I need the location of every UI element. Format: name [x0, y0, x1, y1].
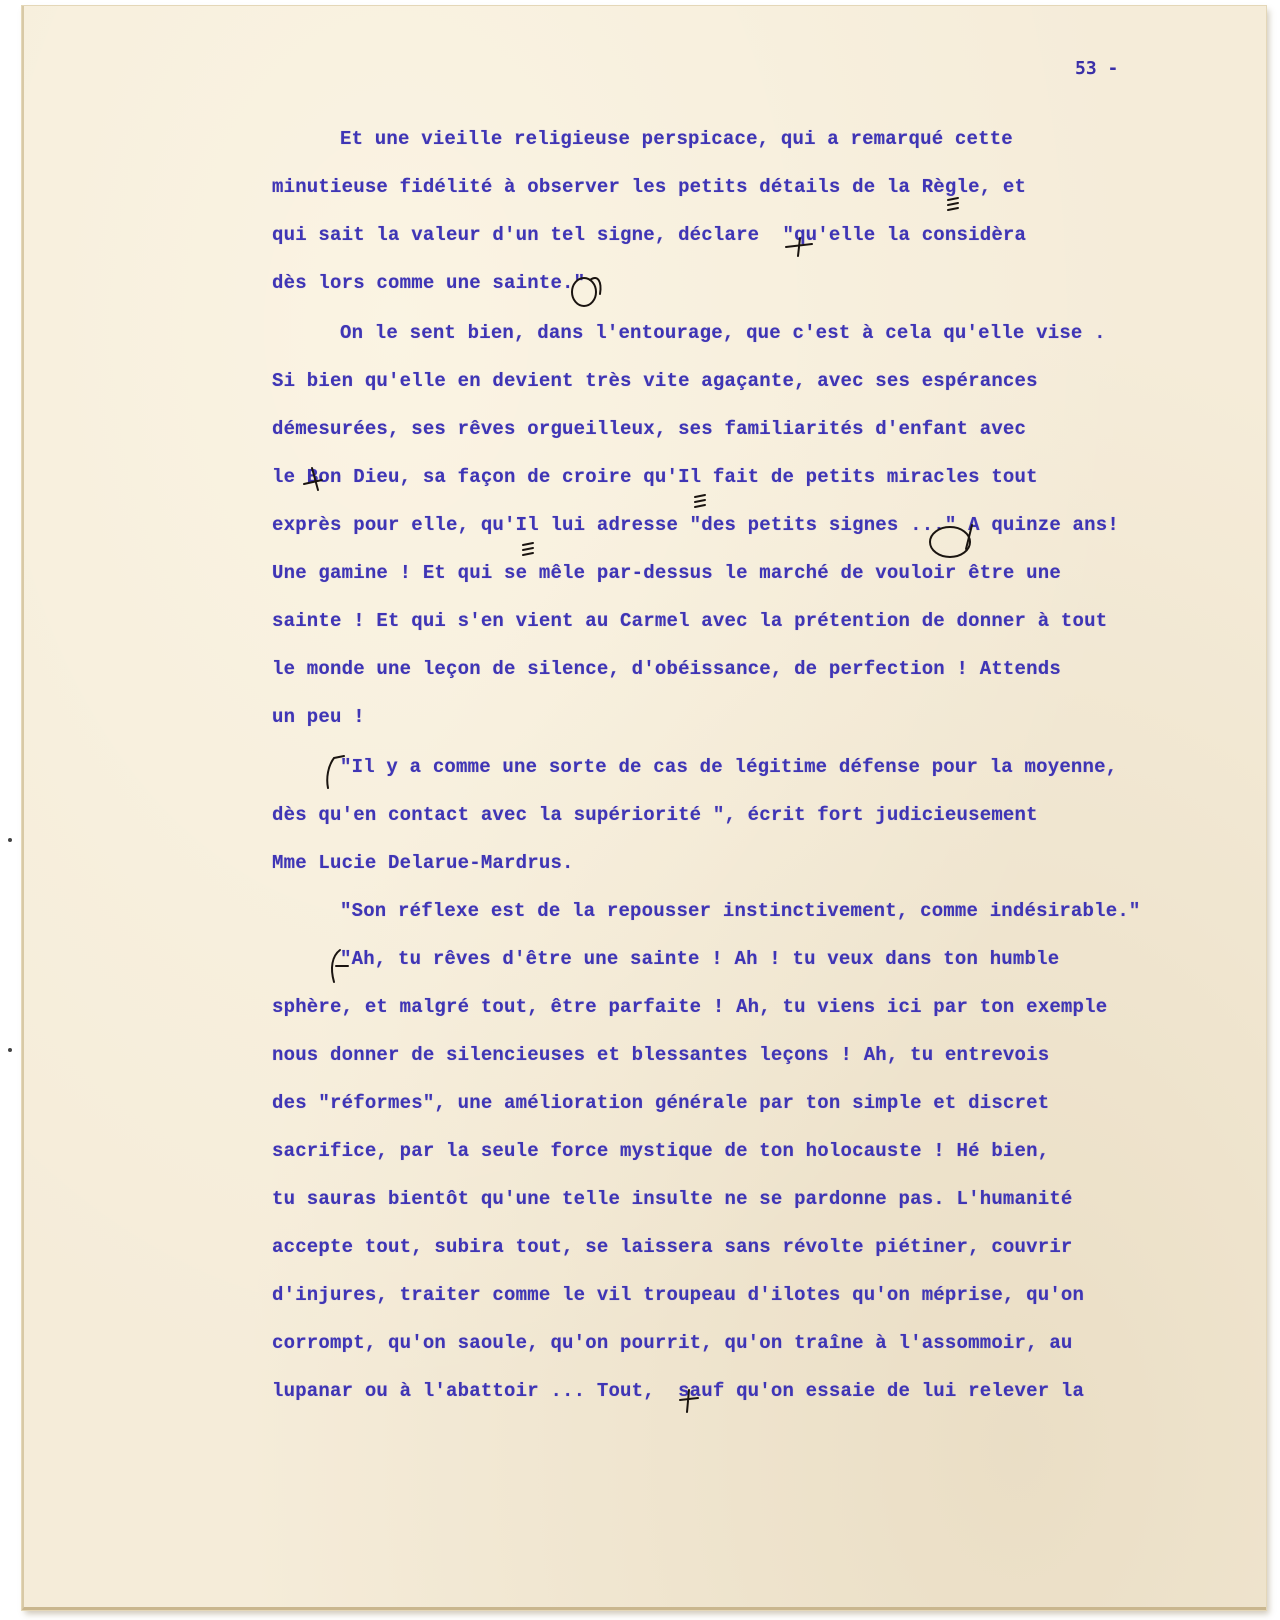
text-line: minutieuse fidélité à observer les petits détails de la Règle, et — [272, 176, 1027, 198]
margin-dot — [8, 1048, 12, 1052]
text-line: corrompt, qu'on saoule, qu'on pourrit, qu'on traîne à l'assommoir, au — [272, 1332, 1073, 1354]
text-line: des "réformes", une amélioration générale par ton simple et discret — [272, 1092, 1050, 1114]
margin-dot — [8, 838, 12, 842]
text-line: le monde une leçon de silence, d'obéissance, de perfection ! Attends — [272, 658, 1061, 680]
text-line: Si bien qu'elle en devient très vite agaçante, avec ses espérances — [272, 370, 1038, 392]
text-line: lupanar ou à l'abattoir ... Tout, sauf qu'on essaie de lui relever la — [272, 1380, 1085, 1402]
text-line: sacrifice, par la seule force mystique de ton holocauste ! Hé bien, — [272, 1140, 1050, 1162]
page-number: 53 - — [1075, 58, 1119, 79]
text-line: "Ah, tu rêves d'être une sainte ! Ah ! tu veux dans ton humble — [340, 948, 1060, 970]
text-line: exprès pour elle, qu'Il lui adresse "des petits signes ..." A quinze ans! — [272, 514, 1119, 536]
text-line: sphère, et malgré tout, être parfaite ! Ah, tu viens ici par ton exemple — [272, 996, 1108, 1018]
text-line: accepte tout, subira tout, se laissera sans révolte piétiner, couvrir — [272, 1236, 1073, 1258]
text-line: un peu ! — [272, 706, 365, 728]
text-line: Une gamine ! Et qui se mêle par-dessus le marché de vouloir être une — [272, 562, 1061, 584]
text-line: "Il y a comme une sorte de cas de légitime défense pour la moyenne, — [340, 756, 1118, 778]
text-line: Et une vieille religieuse perspicace, qui a remarqué cette — [340, 128, 1013, 150]
text-line: sainte ! Et qui s'en vient au Carmel avec la prétention de donner à tout — [272, 610, 1108, 632]
text-line: dès lors comme une sainte." — [272, 272, 586, 294]
text-line: tu sauras bientôt qu'une telle insulte ne se pardonne pas. L'humanité — [272, 1188, 1073, 1210]
text-line: qui sait la valeur d'un tel signe, déclare "qu'elle la considèra — [272, 224, 1027, 246]
text-line: démesurées, ses rêves orgueilleux, ses familiarités d'enfant avec — [272, 418, 1027, 440]
text-line: "Son réflexe est de la repousser instinctivement, comme indésirable." — [340, 900, 1141, 922]
text-line: d'injures, traiter comme le vil troupeau d'ilotes qu'on méprise, qu'on — [272, 1284, 1085, 1306]
text-line: nous donner de silencieuses et blessantes leçons ! Ah, tu entrevois — [272, 1044, 1050, 1066]
text-line: Mme Lucie Delarue-Mardrus. — [272, 852, 574, 874]
text-line: On le sent bien, dans l'entourage, que c'est à cela qu'elle vise . — [340, 322, 1106, 344]
text-line: dès qu'en contact avec la supériorité ", écrit fort judicieusement — [272, 804, 1038, 826]
text-line: le Bon Dieu, sa façon de croire qu'Il fait de petits miracles tout — [272, 466, 1038, 488]
